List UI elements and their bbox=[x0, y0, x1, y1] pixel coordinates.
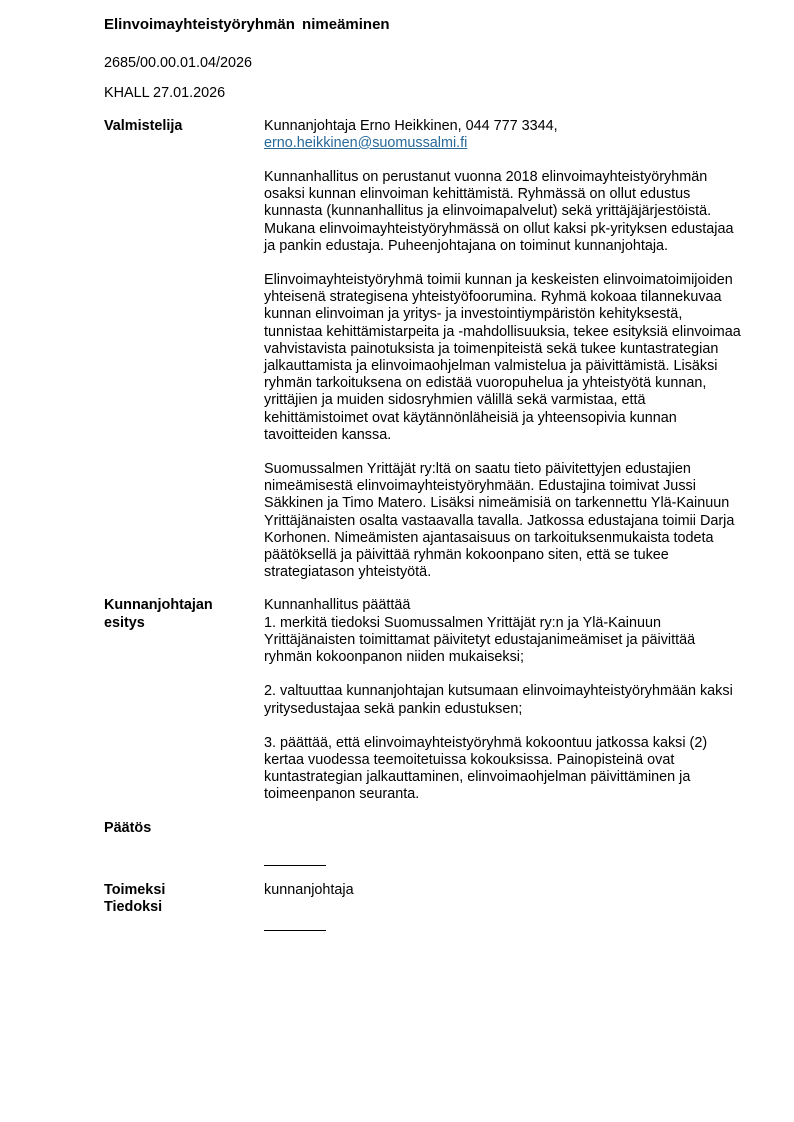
page-title: Elinvoimayhteistyöryhmän nimeäminen bbox=[104, 16, 390, 33]
case-number: 2685/00.00.01.04/2026 bbox=[104, 55, 253, 72]
section-label-toimeksi-tiedoksi bbox=[104, 882, 264, 916]
esitys-label-line2: esitys bbox=[104, 614, 145, 631]
section-label-valmistelija: Valmistelija bbox=[104, 117, 183, 134]
decision-proposal-item-2: 2. valtuuttaa kunnanjohtajan kutsumaan elinvoimayhteistyöryhmään kaksi yritysedustajaa sekä pankin edustuksen; bbox=[264, 683, 733, 717]
preparer-info: Kunnanjohtaja Erno Heikkinen, 044 777 3344, bbox=[264, 117, 558, 134]
toimeksi-content bbox=[264, 882, 744, 899]
decision-proposal-item-3: 3. päättää, että elinvoimayhteistyöryhmä kokoontuu jatkossa kaksi (2) kertaa vuodessa teemoitetuissa kokouksissa. Painopisteinä ovat kuntastrategian jalkauttaminen, elinvoimaohjelman päivittäminen ja toimeenpanon seuranta. bbox=[264, 734, 708, 803]
section-label-paatos: Päätös bbox=[104, 819, 152, 836]
valmistelija-section bbox=[104, 118, 744, 582]
section-label-esitys bbox=[104, 597, 264, 631]
paatos-section bbox=[104, 820, 744, 837]
body-paragraph-1: Kunnanhallitus on perustanut vuonna 2018 elinvoimayhteistyöryhmän osaksi kunnan elinvoiman kehittämistä. Ryhmässä on ollut edustus kunnasta (kunnanhallitus ja elinvoimapalvelut) sekä yrittäjäjärjestöistä. Mukana elinvoimayhteistyöryhmässä on ollut kaksi pk-yrityksen edustajaa ja pankin edustaja. Puheenjohtajana on toiminut kunnanjohtaja. bbox=[264, 169, 734, 254]
preparer-email-line bbox=[264, 135, 744, 152]
valmistelija-content bbox=[264, 118, 744, 582]
toimeksi-label: Toimeksi bbox=[104, 881, 166, 898]
signature-line-1 bbox=[264, 865, 326, 866]
decision-proposal-intro: Kunnanhallitus päättää bbox=[264, 597, 411, 614]
esitys-section bbox=[104, 597, 744, 803]
signature-line-2 bbox=[264, 930, 326, 931]
email-link[interactable]: erno.heikkinen@suomussalmi.fi bbox=[264, 134, 468, 151]
meeting-reference: KHALL 27.01.2026 bbox=[104, 85, 226, 102]
toimeksi-section bbox=[104, 882, 744, 916]
decision-proposal-item-1: 1. merkitä tiedoksi Suomussalmen Yrittäjät ry:n ja Ylä-Kainuun Yrittäjänaisten toimittamat päivitetyt edustajanimeämiset ja päivittää ryhmän kokoonpanon niiden mukaiseksi; bbox=[264, 614, 696, 666]
body-paragraph-2: Elinvoimayhteistyöryhmä toimii kunnan ja keskeisten elinvoimatoimijoiden yhteisenä strategisena yhteistyöfoorumina. Ryhmä kokoaa tilannekuvaa kunnan elinvoiman ja yritys- ja investointiympäristön kehityksestä, tunnistaa kehittämistarpeita ja -mahdollisuuksia, tekee esityksiä elinvoimaa vahvistavista painotuksista ja toimenpiteistä sekä tukee kuntastrategian jalkauttamista ja elinvoimaohjelman valmistelua ja päivittämistä. Lisäksi ryhmän tarkoituksena on edistää vuoropuhelua ja yhteistyötä kunnan, yrittäjien ja muiden sidosryhmien välillä sekä varmistaa, että kehittämistoimet ovat käytännönläheisiä ja yhteensopivia kunnan tavoitteiden kanssa. bbox=[264, 272, 741, 443]
esitys-label-line1: Kunnanjohtajan bbox=[104, 597, 213, 614]
body-paragraph-3: Suomussalmen Yrittäjät ry:ltä on saatu tieto päivitettyjen edustajien nimeämisestä elinvoimayhteistyöryhmään. Edustajina toimivat Jussi Säkkinen ja Timo Matero. Lisäksi nimeämisiä on tarkennettu Ylä-Kainuun Yrittäjänaisten osalta vastaavalla tavalla. Jatkossa edustajana toimii Darja Korhonen. Nimeämisten ajantasaisuus on tarkoituksenmukaista todeta päätöksellä ja päivittää ryhmän kokoonpano siten, että se tukee strategiatason yhteistyötä. bbox=[264, 461, 735, 581]
toimeksi-value: kunnanjohtaja bbox=[264, 881, 354, 898]
tiedoksi-label: Tiedoksi bbox=[104, 898, 163, 915]
esitys-content bbox=[264, 597, 744, 803]
